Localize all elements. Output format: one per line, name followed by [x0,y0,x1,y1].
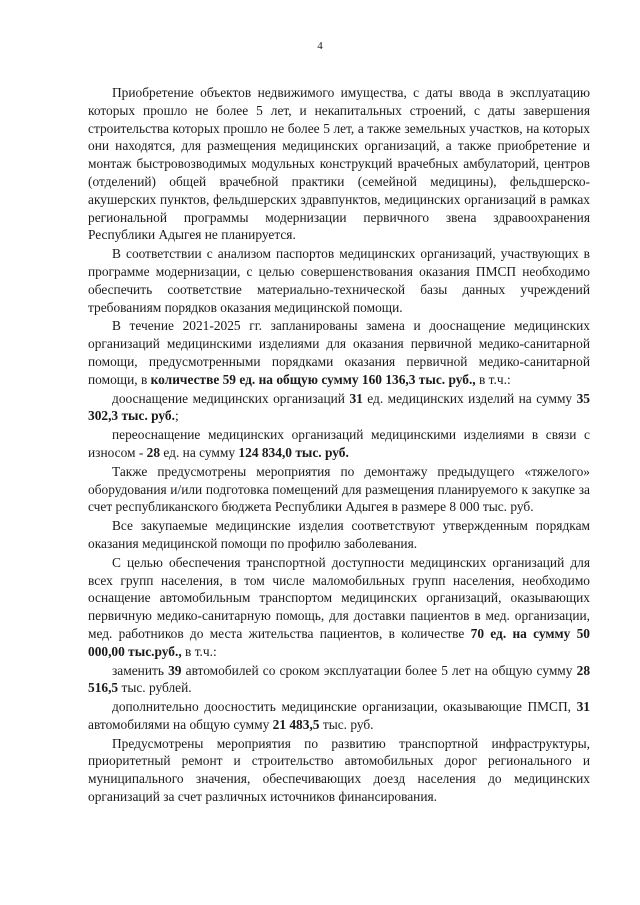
bold-run: 28 516,5 [88,662,591,696]
bold-run: 31 [349,390,363,406]
bold-run: 28 [146,444,161,460]
text-run: автомобилей со сроком эксплуатации более 5 лет на общую сумму [181,662,577,678]
text-run: заменить [112,662,169,678]
bold-run: 124 834,0 тыс. руб. [238,444,349,460]
bold-run: 31 [576,699,590,715]
document-body [88,84,590,807]
text-run: в т.ч.: [181,643,217,659]
paragraph-dismantling: Также предусмотрены мероприятия по демонтажу предыдущего «тяжелого» оборудования и/или подготовка помещений для размещения планируемого к закупке за счет республиканского бюджета Республики Адыгея в размере 8 000 тыс. руб. [88,463,590,515]
paragraph-equipment-plan [88,317,590,388]
text-run: ед. медицинских изделий на сумму [362,390,577,406]
paragraph-real-estate: Приобретение объектов недвижимого имущества, с даты ввода в эксплуатацию которых прошло не более 5 лет, и некапитальных строений, с даты завершения строительства которых прошло не более 5 лет, а также земельных участков, на которых они находятся, для размещения медицинских организаций, а также приобретение и монтаж быстровозводимых модульных конструкций врачебных амбулаторий, центров (отделений) общей врачебной практики (семейной медицины), фельдшерско-акушерских пунктов, фельдшерских здравпунктов, медицинских организаций в рамках региональной программы модернизации первичного звена здравоохранения Республики Адыгея не планируется. [88,85,590,243]
bold-run: 35 302,3 тыс. руб. [88,390,590,424]
text-run: дооснащение медицинских организаций [112,390,350,406]
bold-run: 39 [168,662,182,678]
paragraph-re-equipment [88,426,590,462]
text-run: ; [174,408,179,424]
page-number: 4 [317,40,323,52]
paragraph-additional-equipment [88,390,590,426]
bold-run: 70 ед. на сумму 50 000,00 тыс.руб., [88,625,590,659]
text-run: С целью обеспечения транспортной доступности медицинских организаций для всех групп населения, в том числе маломобильных групп населения, необходимо оснащение автомобильным транспортом медицинских организаций, оказывающих первичную медико-санитарную помощь, для доставки пациентов в мед. организации, мед. работников до места жительства пациентов, в количестве [88,554,590,641]
text-run: дополнительно доосностить медицинские организации, оказывающие ПМСП, [112,699,577,715]
paragraph-passport-analysis: В соответствии с анализом паспортов медицинских организаций, участвующих в программе модернизации, с целью совершенствования оказания ПМСП необходимо обеспечить соответствие материально-технической базы данных учреждений требованиям порядков оказания медицинской помощи. [88,246,590,315]
text-run: тыс. руб. [319,716,374,732]
text-run: тыс. рублей. [118,680,192,696]
text-run: автомобилями на общую сумму [88,716,273,732]
text-run: ед. на сумму [160,444,239,460]
paragraph-compliance: Все закупаемые медицинские изделия соответствуют утвержденным порядкам оказания медицинской помощи по профилю заболевания. [88,518,590,551]
paragraph-vehicle-replacement [88,662,590,698]
bold-run: 21 483,5 [272,716,320,732]
text-run: переоснащение медицинских организаций медицинскими изделиями в связи с износом - [88,427,590,460]
text-run: В течение 2021-2025 гг. запланированы замена и дооснащение медицинских организаций медицинскими изделиями для оказания первичной медико-санитарной помощи, предусмотренными порядками оказания первичной медико-санитарной помощи, в [88,318,590,387]
bold-run: количестве 59 ед. на общую сумму 160 136,3 тыс. руб., [150,371,476,387]
text-run: в т.ч.: [475,371,511,387]
paragraph-road-infrastructure: Предусмотрены мероприятия по развитию транспортной инфраструктуры, приоритетный ремонт и строительство автомобильных дорог регионального и муниципального значения, обеспечивающих доезд населения до медицинских организаций за счет различных источников финансирования. [88,735,590,805]
paragraph-transport [88,554,590,661]
paragraph-vehicle-addition [88,698,590,734]
